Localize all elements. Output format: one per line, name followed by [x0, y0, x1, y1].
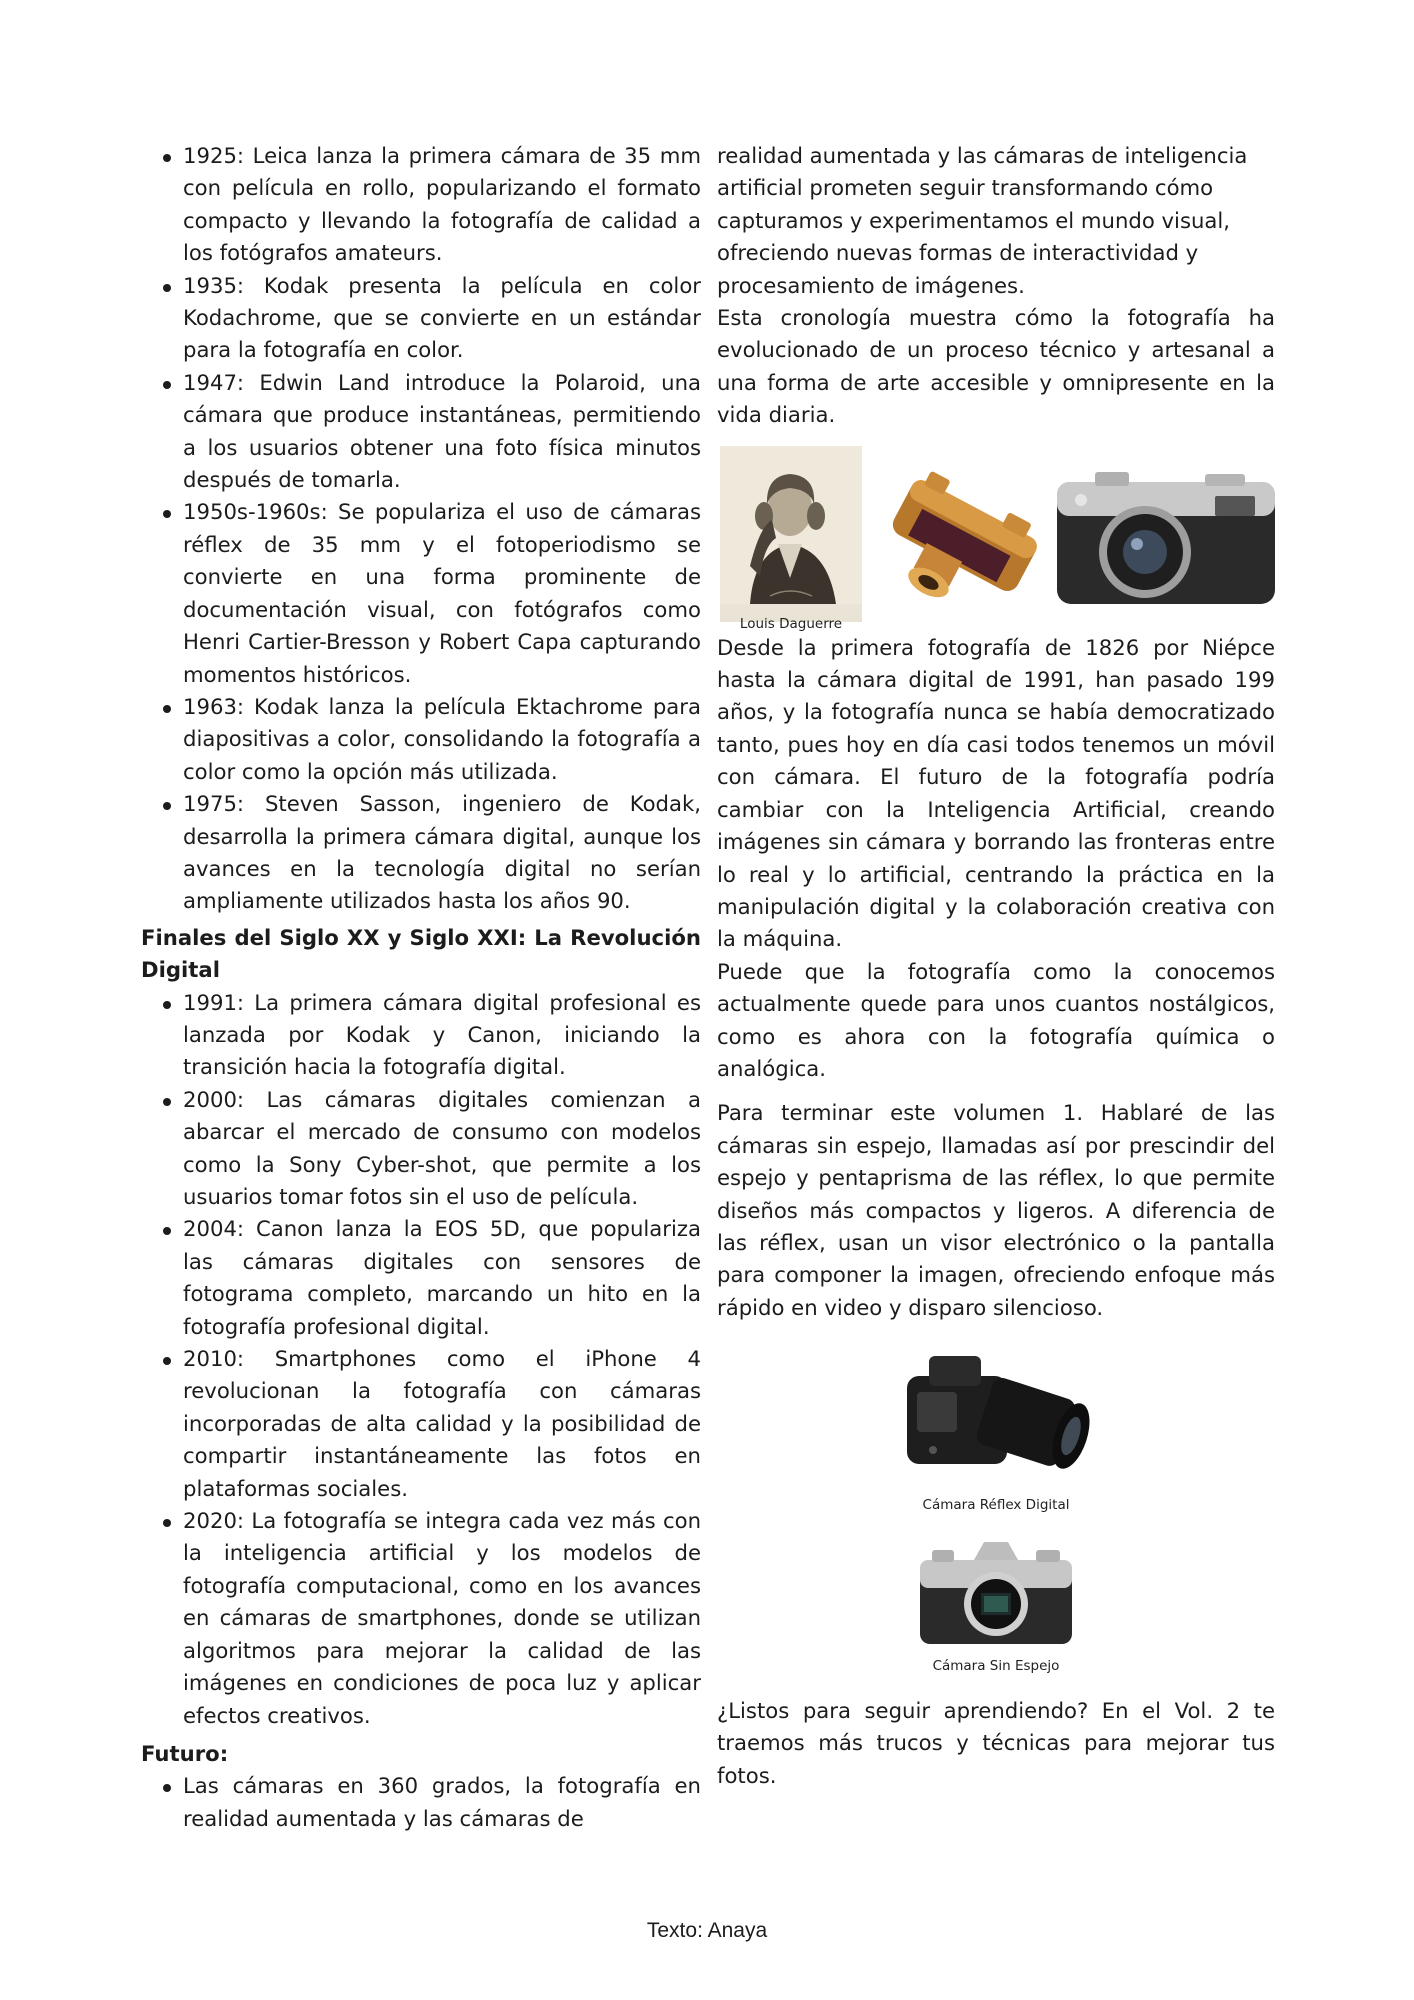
- mirrorless-caption: Cámara Sin Espejo: [932, 1658, 1060, 1674]
- leica-camera-image: [875, 454, 1047, 614]
- timeline-list-2: [141, 987, 701, 1732]
- timeline-item-1950s: 1950s-1960s: Se populariza el uso de cámaras réflex de 35 mm y el fotoperiodismo se convierte en una forma prominente de documentación visual, con fotógrafos como Henri Cartier-Bresson y Robert Capa capturando momentos históricos.: [141, 496, 701, 690]
- timeline-item-2010: 2010: Smartphones como el iPhone 4 revolucionan la fotografía con cámaras incorporadas de alta calidad y la posibilidad de compartir instantáneamente las fotos en plataformas sociales.: [141, 1343, 701, 1505]
- mirrorless-figure: [717, 1536, 1275, 1675]
- cronologia-paragraph: Esta cronología muestra cómo la fotografía ha evolucionado de un proceso técnico y artesanal a una forma de arte accesible y omnipresente en la vida diaria.: [717, 305, 1275, 428]
- timeline-item-1925: 1925: Leica lanza la primera cámara de 35 mm con película en rollo, popularizando el formato compacto y llevando la fotografía de calidad a los fotógrafos amateurs.: [141, 140, 701, 270]
- desde-paragraph: Desde la primera fotografía de 1826 por Niépce hasta la cámara digital de 1991, han pasado 199 años, y la fotografía nunca se había democratizado tanto, pues hoy en día casi todos tenemos un móvil con cámara. El futuro de la fotografía podría cambiar con la Inteligencia Artificial, creando imágenes sin cámara y borrando las fronteras entre lo real y lo artificial, centrando la práctica en la manipulación digital y la colaboración creativa con la máquina.: [717, 634, 1275, 952]
- mirrorless-camera-image: [918, 1536, 1074, 1648]
- footer-credit: Texto: Anaya: [646, 1919, 768, 1942]
- section-heading-digital: Finales del Siglo XX y Siglo XXI: La Revolución Digital: [141, 924, 701, 983]
- timeline-item-1975: 1975: Steven Sasson, ingeniero de Kodak, desarrolla la primera cámara digital, aunque los avances en la tecnología digital no serían ampliamente utilizados hasta los años 90.: [141, 788, 701, 918]
- listos-paragraph: ¿Listos para seguir aprendiendo? En el Vol. 2 te traemos más trucos y técnicas para mejorar tus fotos.: [717, 1698, 1275, 1788]
- right-column: [717, 140, 1275, 1792]
- daguerre-caption: Louis Daguerre: [739, 616, 843, 633]
- reflex-camera-image: [903, 1346, 1089, 1486]
- timeline-item-1935: 1935: Kodak presenta la película en color Kodachrome, que se convierte en un estándar para la fotografía en color.: [141, 270, 701, 367]
- compact-camera-image: [1055, 470, 1277, 608]
- left-column: [141, 140, 701, 1835]
- timeline-item-1991: 1991: La primera cámara digital profesional es lanzada por Kodak y Canon, iniciando la transición hacia la fotografía digital.: [141, 987, 701, 1084]
- section-heading-futuro: Futuro:: [141, 1740, 229, 1766]
- timeline-item-2004: 2004: Canon lanza la EOS 5D, que populariza las cámaras digitales con sensores de fotograma completo, marcando un hito en la fotografía profesional digital.: [141, 1213, 701, 1343]
- photo-row: [717, 446, 1275, 633]
- timeline-list-1: [141, 140, 701, 918]
- timeline-item-2020: 2020: La fotografía se integra cada vez más con la inteligencia artificial y los modelos de fotografía computacional, como en los avances en cámaras de smartphones, donde se utilizan algoritmos para mejorar la calidad de las imágenes en condiciones de poca luz y aplicar efectos creativos.: [141, 1505, 701, 1732]
- timeline-item-2000: 2000: Las cámaras digitales comienzan a abarcar el mercado de consumo con modelos como la Sony Cyber-shot, que permite a los usuarios tomar fotos sin el uso de película.: [141, 1084, 701, 1214]
- timeline-item-1963: 1963: Kodak lanza la película Ektachrome para diapositivas a color, consolidando la fotografía a color como la opción más utilizada.: [141, 691, 701, 788]
- timeline-list-3: [141, 1770, 701, 1835]
- reflex-figure: [717, 1346, 1275, 1513]
- terminar-paragraph: Para terminar este volumen 1. Hablaré de las cámaras sin espejo, llamadas así por prescindir del espejo y pentaprisma de las réflex, lo que permite diseños más compactos y ligeros. A diferencia de las réflex, usan un visor electrónico o la pantalla para componer la imagen, ofreciendo enfoque más rápido en video y disparo silencioso.: [717, 1100, 1275, 1320]
- continuation-paragraph: realidad aumentada y las cámaras de inteligencia artificial prometen seguir transformando cómo capturamos y experimentamos el mundo visual, ofreciendo nuevas formas de interactividad y procesamiento de imágenes.: [717, 143, 1248, 298]
- future-item-360: Las cámaras en 360 grados, la fotografía en realidad aumentada y las cámaras de: [141, 1770, 701, 1835]
- reflex-caption: Cámara Réflex Digital: [922, 1496, 1070, 1513]
- puede-paragraph: Puede que la fotografía como la conocemos actualmente quede para unos cuantos nostálgicos, como es ahora con la fotografía química o analógica.: [717, 958, 1275, 1081]
- timeline-item-1947: 1947: Edwin Land introduce la Polaroid, una cámara que produce instantáneas, permitiendo a los usuarios obtener una foto física minutos después de tomarla.: [141, 367, 701, 497]
- daguerre-portrait-image: [720, 446, 862, 633]
